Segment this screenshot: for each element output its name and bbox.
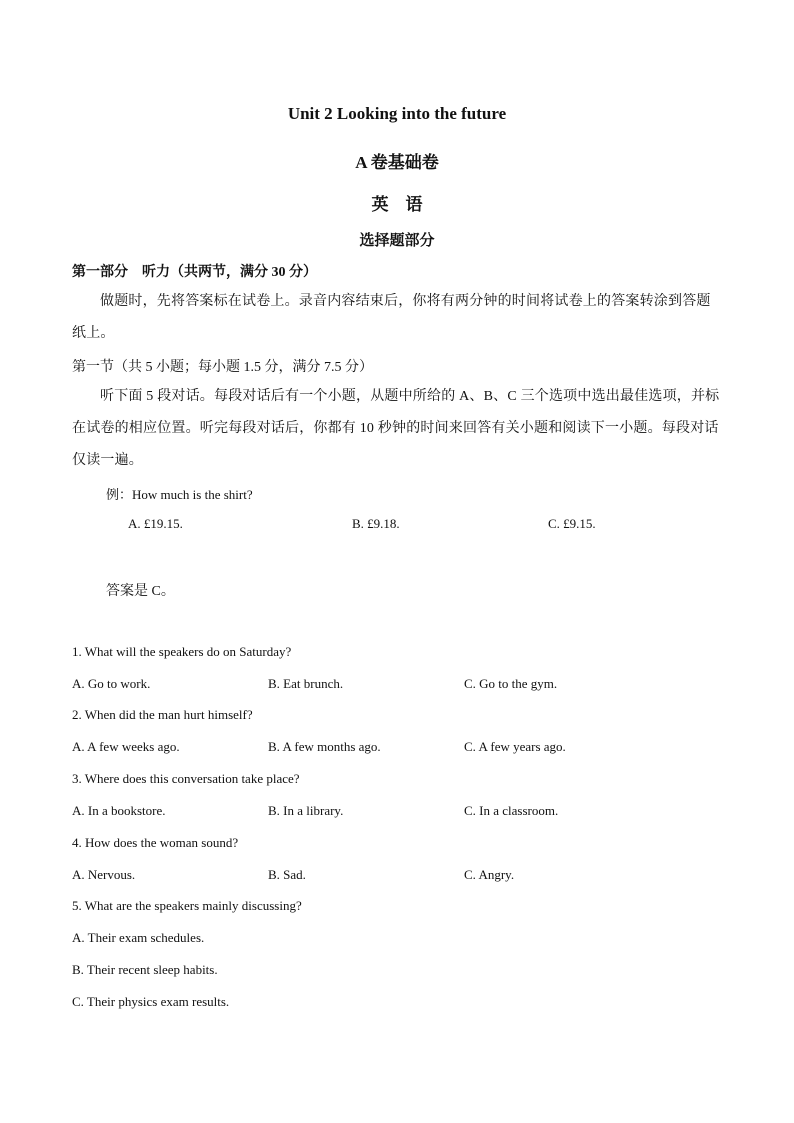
question-1-option-b: B. Eat brunch.: [268, 676, 344, 691]
section1-heading: 第一节（共 5 小题；每小题 1.5 分，满分 7.5 分）: [72, 360, 373, 375]
question-3-option-b: B. In a library.: [268, 803, 344, 818]
example-answer: 答案是 C。: [106, 584, 175, 599]
question-4-stem: 4. How does the woman sound?: [72, 835, 239, 850]
subject-title: 英 语: [371, 195, 423, 214]
example-option-b: B. £9.18.: [352, 516, 400, 531]
question-3-stem: 3. Where does this conversation take place?: [72, 771, 300, 786]
unit-title: Unit 2 Looking into the future: [287, 104, 507, 123]
part1-heading: 第一部分 听力（共两节，满分 30 分）: [72, 265, 317, 280]
question-5-option-b: B. Their recent sleep habits.: [72, 962, 218, 977]
example-option-a: A. £19.15.: [128, 516, 183, 531]
question-1-option-a: A. Go to work.: [72, 676, 151, 691]
question-5-option-a: A. Their exam schedules.: [72, 930, 205, 945]
question-1-option-c: C. Go to the gym.: [464, 676, 558, 691]
question-2-option-a: A. A few weeks ago.: [72, 739, 180, 754]
paper-level: A 卷基础卷: [355, 153, 439, 172]
section-type: 选择题部分: [359, 233, 435, 249]
question-2-option-c: C. A few years ago.: [464, 739, 566, 754]
section1-instructions: 听下面 5 段对话。每段对话后有一个小题，从题中所给的 A、B、C 三个选项中选出最佳选项，并标在试卷的相应位置。听完每段对话后，你都有 10 秒钟的时间来回答有关小题和阅读下一小题。每段对话仅读一遍。: [72, 389, 720, 468]
question-4-option-c: C. Angry.: [464, 867, 515, 882]
part1-instructions: 做题时，先将答案标在试卷上。录音内容结束后，你将有两分钟的时间将试卷上的答案转涂到答题纸上。: [72, 294, 711, 341]
question-3-option-a: A. In a bookstore.: [72, 803, 166, 818]
question-5-option-c: C. Their physics exam results.: [72, 994, 230, 1009]
question-5-stem: 5. What are the speakers mainly discussing?: [72, 898, 302, 913]
question-1-stem: 1. What will the speakers do on Saturday?: [72, 644, 292, 659]
example-question: 例：How much is the shirt?: [106, 487, 253, 502]
question-4-option-b: B. Sad.: [268, 867, 306, 882]
question-4-option-a: A. Nervous.: [72, 867, 136, 882]
question-2-stem: 2. When did the man hurt himself?: [72, 707, 253, 722]
example-option-c: C. £9.15.: [548, 516, 596, 531]
question-3-option-c: C. In a classroom.: [464, 803, 559, 818]
question-2-option-b: B. A few months ago.: [268, 739, 381, 754]
